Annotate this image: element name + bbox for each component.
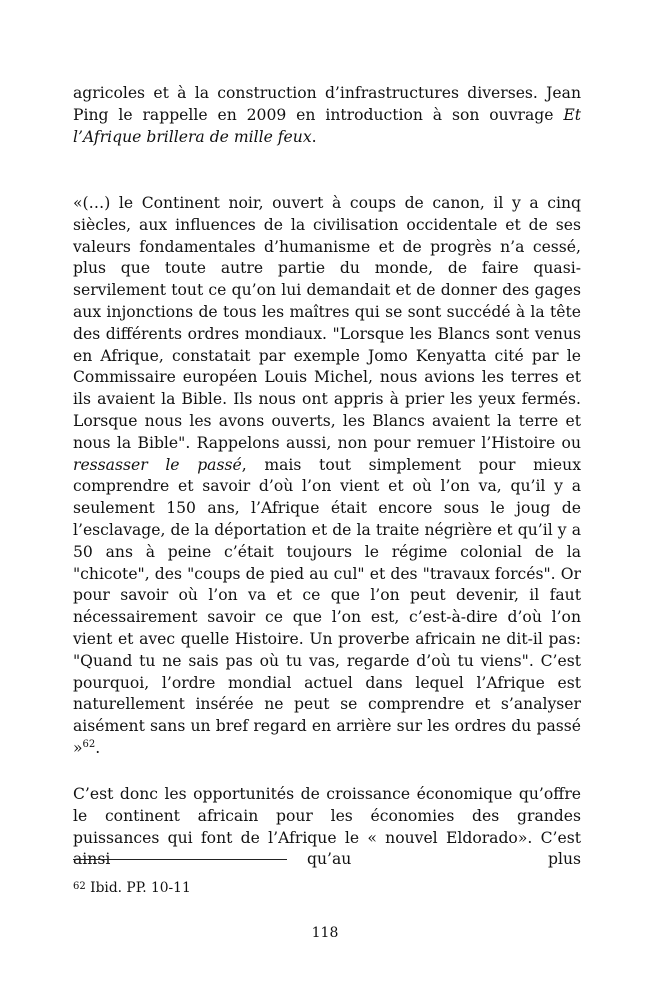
- block-quote: «(…) le Continent noir, ouvert à coups de canon, il y a cinq siècles, aux influences de la civilisation occidentale et de ses valeurs fondamentales d’humanisme et de progrès n’a cessé, plus que toute autre partie du monde, de faire quasi-servilement tout ce qu’on lui demandait et de donner des gages aux injonctions de tous les maîtres qui se sont succédé à la tête des différents ordres mondiaux. "Lorsque les Blancs sont venus en Afrique, constatait par exemple Jomo Kenyatta cité par le Commissaire européen Louis Michel, nous avions les terres et ils avaient la Bible. Ils nous ont appris à prier les yeux fermés. Lorsque nous les avons ouverts, les Blancs avaient la terre et nous la Bible". Rappelons aussi, non pour remuer l’Histoire ou ressasser le passé, mais tout simplement pour mieux comprendre et savoir d’où l’on vient et où l’on va, qu’il y a seulement 150 ans, l’Afrique était encore sous le joug de l’esclavage, de la déportation et de la traite négrière et qu’il y a 50 ans à peine c’était toujours le régime colonial de la "chicote", des "coups de pied au cul" et des "travaux forcés". Or pour savoir où l’on va et ce que l’on peut devenir, il faut nécessairement savoir ce que l’on est, c’est-à-dire d’où l’on vient et avec quelle Histoire. Un proverbe africain ne dit-il pas: "Quand tu ne sais pas où tu vas, regarde d’où tu viens". C’est pourquoi, l’ordre mondial actuel dans lequel l’Afrique est naturellement insérée ne peut se comprendre et s’analyser aisément sans un bref regard en arrière sur les ordres du passé »$^{62}$.: [73, 194, 581, 757]
- footnote-number: 62: [73, 881, 86, 892]
- book-title: Et l’Afrique brillera de mille feux: [73, 105, 581, 146]
- footnote-reference[interactable]: 62: [82, 738, 96, 750]
- footnote-text: Ibid. PP. 10-11: [85, 880, 191, 896]
- paragraph-intro: agricoles et à la construction d’infrastructures diverses. Jean Ping le rappelle en 2009 en introduction à son ouvrage Et l’Afrique brillera de mille feux.: [73, 84, 581, 146]
- paragraph-conclusion: C’est donc les opportunités de croissance économique qu’offre le continent africain pour les économies des grandes puissances qui font de l’Afrique le « nouvel Eldorado». C’est ainsi qu’au plus: [73, 785, 581, 869]
- page-number: 118: [311, 925, 339, 941]
- footnote-divider: [73, 859, 287, 860]
- quote-italic: ressasser le passé: [73, 455, 242, 474]
- footnote: [73, 880, 191, 896]
